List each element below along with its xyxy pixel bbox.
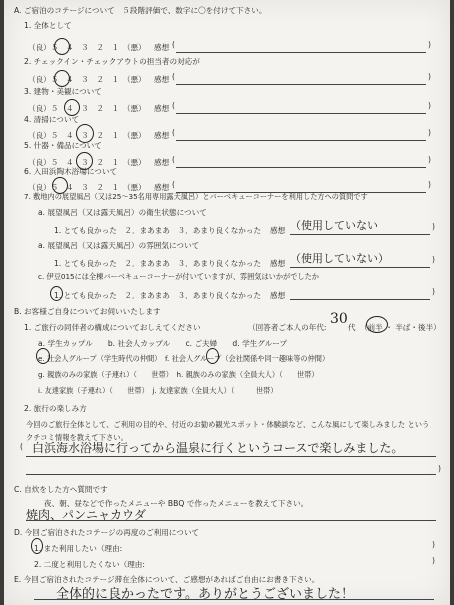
q7-c-label: c. 伊豆015には全棟バーベキューコーナーが付いていますが、雰囲気はいかがでしたか [38,272,319,281]
group-line-1: a. 学生カップル b. 社会人カップル c. ご夫婦 d. 学生グループ [38,339,288,348]
group-e-check-mark [36,348,50,364]
b-q2-prompt: 今回のご旅行全体として、ご利用の目的や、付近のお勧め観光スポット・体験談など、こんな風にして楽しみました というクチコミ情報を教えて下さい。 [26,420,430,442]
age-value-handwriting: 30 [330,311,348,327]
age-label: （回答者ご本人の年代: [248,323,327,332]
c-prompt: 夜、朝、昼などで作ったメニューや BBQ で作ったメニューを教えて下さい。 [44,499,309,508]
e-answer-handwriting: 全体的に良かったです。ありがとうございました！ [56,587,354,602]
d-option-1-check-mark [31,538,43,554]
survey-sheet: A. ご宿泊のコテージについて ５段階評価で、数字に〇を付けて下さい。 1. 全体として （良）５ ４ ３ ２ １ （悪） 感想 ( ) 2. チェックイン・チェックアウトの担当者の対応が （良）５ ４ ３ ２ １ （悪） 感想 ( ) 3. 建物・美観について （良）５ ４ ３ ２ １ （悪） 感想 ( ) 4. 清掃について （良）５ ４ ３ ２ １ （悪） 感想 ( ) 5. 什器・備品について （良）５ ４ ３ ２ １ （悪） 感想 ( ) 6. 入田浜陶木浴場について （良）５ ４ ３ ２ １ （悪） 感想 ( ) 7. 敷地内の展望風呂（又は25～35名用専用露天風呂）とバーベキューコーナーを利用した方への質問です a. 展望風呂（又は露天風呂）の衛生状態について 1. とても良かった ２．まあまあ ３．あまり良くなかった 感想 ) （使用していない a. 展望風呂（又は露天風呂）の雰囲気について 1. とても良かった ２．まあまあ ３．あまり良くなかった 感想 ) （使用していない） c. 伊豆015には全棟バーベキューコーナーが付いていますが、雰囲気はいかがでしたか 1. とても良かった ２．まあまあ ３．あまり良くなかった 感想 ) B. お客様ご自身についてお伺いいたします 1. ご旅行の同伴者の構成についておしえてください （回答者ご本人の年代: 30 代 （前半 ・ 半ば・後半） a. 学生カップル b. 社会人カップル c. ご夫婦 d. 学生グループ e. 社会人グループ（学生時代の仲間） f. 社会人グループ（会社関係や同一趣味等の仲間） g. 親族のみの家族（子連れ）（ 世帯） h. 親族のみの家族（全員大人）（ 世帯） i. 友達家族（子連れ）（ 世帯） j. 友達家族（全員大人）（ 世帯） 2. 旅行の楽しみ方 今回のご旅行全体として、ご利用の目的や、付近のお勧め観光スポット・体験談など、こんな風にして楽しみました というクチコミ情報を教えて下さい。 ( 白浜海水浴場に行ってから温泉に行くというコースで楽しみました。 ) C. 自炊をした方へ質問です 夜、朝、昼などで作ったメニューや BBQ で作ったメニューを教えて下さい。 焼肉、パンニャカウダ D. 今回ご宿泊されたコテージの再度のご利用について 1. また利用したい（理由: ) 2. 二度と利用したくない（理由: ) E. 今回ご宿泊されたコテージ滞在全体について、ご感想があればご自由にお書き下さい。 全体的に良かったです。ありがとうございました！ [4,0,450,605]
item-6-comment-label: 感想 [154,183,170,192]
item-5-scale: （良）５ ４ ３ ２ １ （悪） [28,158,146,167]
item-2-label: 2. チェックイン・チェックアウトの担当者の対応が [24,57,200,66]
q7-a2-options: 1. とても良かった ２．まあまあ ３．あまり良くなかった [54,259,262,268]
q7-a1-options: 1. とても良かった ２．まあまあ ３．あまり良くなかった [54,226,262,235]
b-q2-label: 2. 旅行の楽しみ方 [24,404,87,413]
q7-a1-handwriting: （使用していない [290,219,378,232]
age-period-circle-mark [366,316,388,333]
item-5-label: 5. 什器・備品について [24,141,102,150]
item-3-comment-label: 感想 [154,104,170,113]
group-line-2: e. 社会人グループ（学生時代の仲間） f. 社会人グループ（会社関係や同一趣味等の仲間） [38,354,330,363]
item-1-scale: （良）５ ４ ３ ２ １ （悪） [28,43,146,52]
item-1-label: 1. 全体として [24,21,72,30]
age-period-options: （前半 ・ 半ば・後半） [360,323,441,332]
section-e-header: E. 今回ご宿泊されたコテージ滞在全体について、ご感想があればご自由にお書き下さい。 [14,575,320,584]
group-f-check-mark [206,348,219,364]
item-4-comment-label: 感想 [154,131,170,140]
item-3-scale: （良）５ ４ ３ ２ １ （悪） [28,104,146,113]
item-2-scale: （良）５ ４ ３ ２ １ （悪） [28,75,146,84]
group-line-4: i. 友達家族（子連れ）（ 世帯） j. 友達家族（全員大人）（ 世帯） [38,386,278,395]
age-unit: 代 [348,323,356,332]
d-option-2: 2. 二度と利用したくない（理由: [34,560,145,569]
q7-a2-handwriting: （使用していない） [290,252,389,265]
section-c-header: C. 自炊をした方へ質問です [14,485,108,494]
item-1-circle-mark [54,38,70,55]
q7-c-comment-label: 感想 [270,291,286,300]
q7-a2-label: a. 展望風呂（又は露天風呂）の雰囲気について [38,241,200,250]
d-option-1: 1. また利用したい（理由: [34,544,123,553]
section-b-header: B. お客様ご自身についてお伺いいたします [14,307,161,316]
item-5-comment-label: 感想 [154,158,170,167]
c-answer-handwriting: 焼肉、パンニャカウダ [26,508,146,522]
item-4-label: 4. 清掃について [24,115,80,124]
item-6-scale: （良）５ ４ ３ ２ １ （悪） [28,183,146,192]
q7-label: 7. 敷地内の展望風呂（又は25～35名用専用露天風呂）とバーベキューコーナーを利用した方への質問です [24,192,368,201]
q7-a1-label: a. 展望風呂（又は露天風呂）の衛生状態について [38,208,207,217]
item-1-comment-label: 感想 [154,43,170,52]
section-a-header: A. ご宿泊のコテージについて ５段階評価で、数字に〇を付けて下さい。 [14,6,267,15]
section-d-header: D. 今回ご宿泊されたコテージの再度のご利用について [14,528,200,537]
item-4-scale: （良）５ ４ ３ ２ １ （悪） [28,131,146,140]
q7-c-circle-mark [50,286,63,301]
b-q1-label: 1. ご旅行の同伴者の構成についておしえてください [24,323,201,332]
item-2-circle-mark [54,70,70,87]
item-6-label: 6. 入田浜陶木浴場について [24,167,118,176]
q7-a1-comment-label: 感想 [270,226,286,235]
group-line-3: g. 親族のみの家族（子連れ）（ 世帯） h. 親族のみの家族（全員大人）（ 世帯） [38,370,319,379]
item-3-label: 3. 建物・美観について [24,87,102,96]
b-q2-answer-handwriting: 白浜海水浴場に行ってから温泉に行くというコースで楽しみました。 [32,441,404,455]
q7-c-options: 1. とても良かった ２．まあまあ ３．あまり良くなかった [54,291,262,300]
q7-a2-comment-label: 感想 [270,259,286,268]
item-2-comment-label: 感想 [154,75,170,84]
